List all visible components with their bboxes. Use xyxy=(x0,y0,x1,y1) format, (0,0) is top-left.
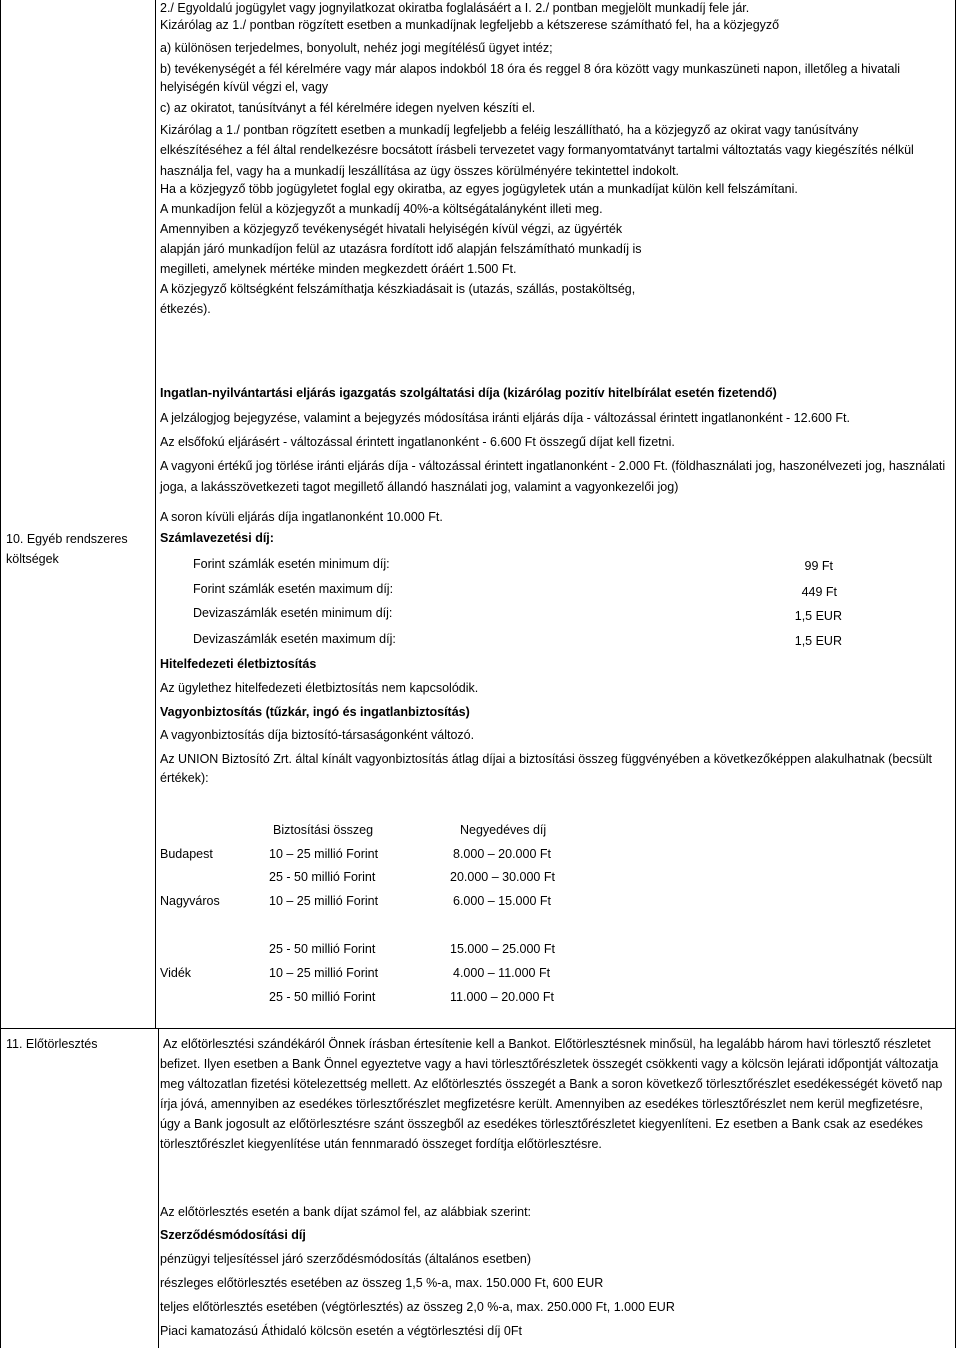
table-cell-amount: 25 - 50 millió Forint xyxy=(269,870,376,884)
text-line: Az előtörlesztési szándékáról Önnek írásban értesítenie kell a Bankot. Előtörlesztésnek minősül, ha legalább három havi törlesztő részletet xyxy=(163,1037,931,1051)
fee-label: Forint számlák esetén maximum díj: xyxy=(193,582,394,596)
left-border xyxy=(0,0,1,1348)
text-line: Az ügylethez hitelfedezeti életbiztosítás nem kapcsolódik. xyxy=(160,681,479,695)
table-cell-place: Nagyváros xyxy=(160,894,220,908)
table-cell-fee: 11.000 – 20.000 Ft xyxy=(450,990,555,1004)
table-cell-place: Vidék xyxy=(160,966,192,980)
text-line: írja jóvá, amennyiben az esedékes törlesztőrészlet megfizetésre került. Amennyiben az esedékes törlesztőrészlet nem kerül megfizetésre, xyxy=(160,1097,923,1111)
text-line: pénzügyi teljesítéssel járó szerződésmódosítás (általános esetben) xyxy=(160,1252,532,1266)
text-line: joga, a lakásszövetkezeti tagot megillető állandó használati jog, valamint a vagyonkezelői jog) xyxy=(160,480,679,494)
row-label: költségek xyxy=(6,552,59,566)
text-line: A jelzálogjog bejegyzése, valamint a bejegyzés módosítása iránti eljárás díja - változással érintett ingatlanonként - 12.600 Ft. xyxy=(160,411,850,425)
text-line: a) különösen terjedelmes, bonyolult, nehéz jogi megítélésű ügyet intéz; xyxy=(160,41,553,55)
section-heading: Hitelfedezeti életbiztosítás xyxy=(160,657,317,671)
text-line: b) tevékenységét a fél kérelmére vagy már alapos indokból 18 óra és reggel 8 óra között vagy munkaszüneti napon, illetőleg a hivatali xyxy=(160,62,901,76)
column-divider xyxy=(155,0,156,1028)
text-line: étkezés). xyxy=(160,302,211,316)
section-heading: Ingatlan-nyilvántartási eljárás igazgatás szolgáltatási díja (kizárólag pozitív hitelbírálat esetén fizetendő) xyxy=(160,386,777,400)
text-line: befizet. Ilyen esetben a Bank Önnel egyeztetve vagy a havi törlesztőrészletek összegét csökkenti vagy a kölcsön lejárati időpontját változatja xyxy=(160,1057,939,1071)
row-divider xyxy=(0,1028,956,1029)
fee-value: 99 Ft xyxy=(804,559,833,573)
text-line: Ha a közjegyző több jogügyletet foglal egy okiratba, az egyes jogügyletek után a munkadíjat külön kell felszámítani. xyxy=(160,182,798,196)
text-line: meg változatlan fizetési kötelezettség mellett. Az előtörlesztés összegét a Bank a soron következő törlesztőrészlet esedékességét követő nap xyxy=(160,1077,943,1091)
text-line: használja fel, vagy ha a munkadíj leszállítása az ügy összes körülményére tekintettel indokolt. xyxy=(160,164,680,178)
text-line: elkészítéséhez a fél által rendelkezésre bocsátott írásbeli tervezetet vagy formanyomtatványt tartalmi változtatás vagy kiegészítés nélkül xyxy=(160,143,914,157)
text-line: A soron kívüli eljárás díja ingatlanonként 10.000 Ft. xyxy=(160,510,443,524)
text-line: részleges előtörlesztés esetében az összeg 1,5 %-a, max. 150.000 Ft, 600 EUR xyxy=(160,1276,604,1290)
text-line: A vagyoni értékű jog törlése iránti eljárás díja - változással érintett ingatlanonként - 2.000 Ft. (földhasználati jog, haszonélvezeti jog, használati xyxy=(160,459,946,473)
fee-value: 1,5 EUR xyxy=(794,634,842,648)
text-line: 2./ Egyoldalú jogügylet vagy jognyilatkozat okiratba foglalásáért a I. 2./ pontban megjelölt munkadíj fele jár. xyxy=(160,1,750,15)
row-label: 10. Egyéb rendszeres xyxy=(6,532,128,546)
column-divider-row11 xyxy=(158,1028,159,1348)
text-line: A munkadíjon felül a közjegyzőt a munkadíj 40%-a költségátalányként illeti meg. xyxy=(160,202,603,216)
text-line: megilleti, amelynek mértéke minden megkezdett óráért 1.500 Ft. xyxy=(160,262,517,276)
table-cell-amount: 10 – 25 millió Forint xyxy=(269,966,379,980)
text-line: Az elsőfokú eljárásért - változással érintett ingatlanonként - 6.600 Ft összegű díjat kell fizetni. xyxy=(160,435,675,449)
text-line: teljes előtörlesztés esetében (végtörlesztés) az összeg 2,0 %-a, max. 250.000 Ft, 1.000 EUR xyxy=(160,1300,675,1314)
column-header: Negyedéves díj xyxy=(460,823,547,837)
table-cell-amount: 10 – 25 millió Forint xyxy=(269,894,379,908)
table-cell-fee: 4.000 – 11.000 Ft xyxy=(453,966,551,980)
fee-value: 1,5 EUR xyxy=(794,609,842,623)
text-line: Piaci kamatozású Áthidaló kölcsön esetén a végtörlesztési díj 0Ft xyxy=(160,1324,522,1338)
fee-label: Devizaszámlák esetén minimum díj: xyxy=(193,606,393,620)
text-line: törlesztőrészlet kiegyenlítése után fennmaradó összeget fordítja előtörlesztésre. xyxy=(160,1137,602,1151)
table-cell-fee: 20.000 – 30.000 Ft xyxy=(450,870,555,884)
text-line: értékek): xyxy=(160,771,209,785)
table-cell-place: Budapest xyxy=(160,847,213,861)
fee-label: Forint számlák esetén minimum díj: xyxy=(193,557,390,571)
column-header: Biztosítási összeg xyxy=(273,823,374,837)
text-line: helyiségén kívül végzi el, vagy xyxy=(160,80,329,94)
text-line: Kizárólag az 1./ pontban rögzített esetben a munkadíjnak legfeljebb a kétszerese számítható fel, ha a közjegyző xyxy=(160,18,780,32)
table-cell-amount: 10 – 25 millió Forint xyxy=(269,847,379,861)
table-cell-fee: 8.000 – 20.000 Ft xyxy=(453,847,551,861)
row-label: 11. Előtörlesztés xyxy=(6,1037,98,1051)
fee-value: 449 Ft xyxy=(801,585,837,599)
fee-label: Devizaszámlák esetén maximum díj: xyxy=(193,632,396,646)
text-line: A közjegyző költségként felszámíthatja készkiadásait is (utazás, szállás, postaköltség, xyxy=(160,282,636,296)
table-cell-fee: 15.000 – 25.000 Ft xyxy=(450,942,555,956)
text-line: Az előtörlesztés esetén a bank díjat számol fel, az alábbiak szerint: xyxy=(160,1205,532,1219)
table-cell-amount: 25 - 50 millió Forint xyxy=(269,942,376,956)
section-heading: Vagyonbiztosítás (tűzkár, ingó és ingatlanbiztosítás) xyxy=(160,705,470,719)
table-cell-amount: 25 - 50 millió Forint xyxy=(269,990,376,1004)
text-line: c) az okiratot, tanúsítványt a fél kérelmére idegen nyelven készíti el. xyxy=(160,101,536,115)
text-line: Az UNION Biztosító Zrt. által kínált vagyonbiztosítás átlag díjai a biztosítási összeg függvényében a következőképpen alakulhatnak (becsült xyxy=(160,752,932,766)
text-line: Kizárólag a 1./ pontban rögzített esetben a munkadíj legfeljebb a feléig leszállítható, ha a közjegyző az okirat vagy tanúsítvány xyxy=(160,123,859,137)
text-line: úgy a Bank jogosult az előtörlesztésre szánt összegből az esedékes törlesztőrészletet kiegyenlíteni. Ez esetben a Bank csak az esedékes xyxy=(160,1117,923,1131)
section-heading: Szerződésmódosítási díj xyxy=(160,1228,306,1242)
right-border xyxy=(955,0,956,1348)
text-line: Amennyiben a közjegyző tevékenységét hivatali helyiségén kívül végzi, az ügyérték xyxy=(160,222,623,236)
table-cell-fee: 6.000 – 15.000 Ft xyxy=(453,894,551,908)
text-line: alapján járó munkadíjon felül az utazásra fordított idő alapján felszámítható munkadíj is xyxy=(160,242,642,256)
text-line: A vagyonbiztosítás díja biztosító-társaságonként változó. xyxy=(160,728,475,742)
section-heading: Számlavezetési díj: xyxy=(160,531,274,545)
